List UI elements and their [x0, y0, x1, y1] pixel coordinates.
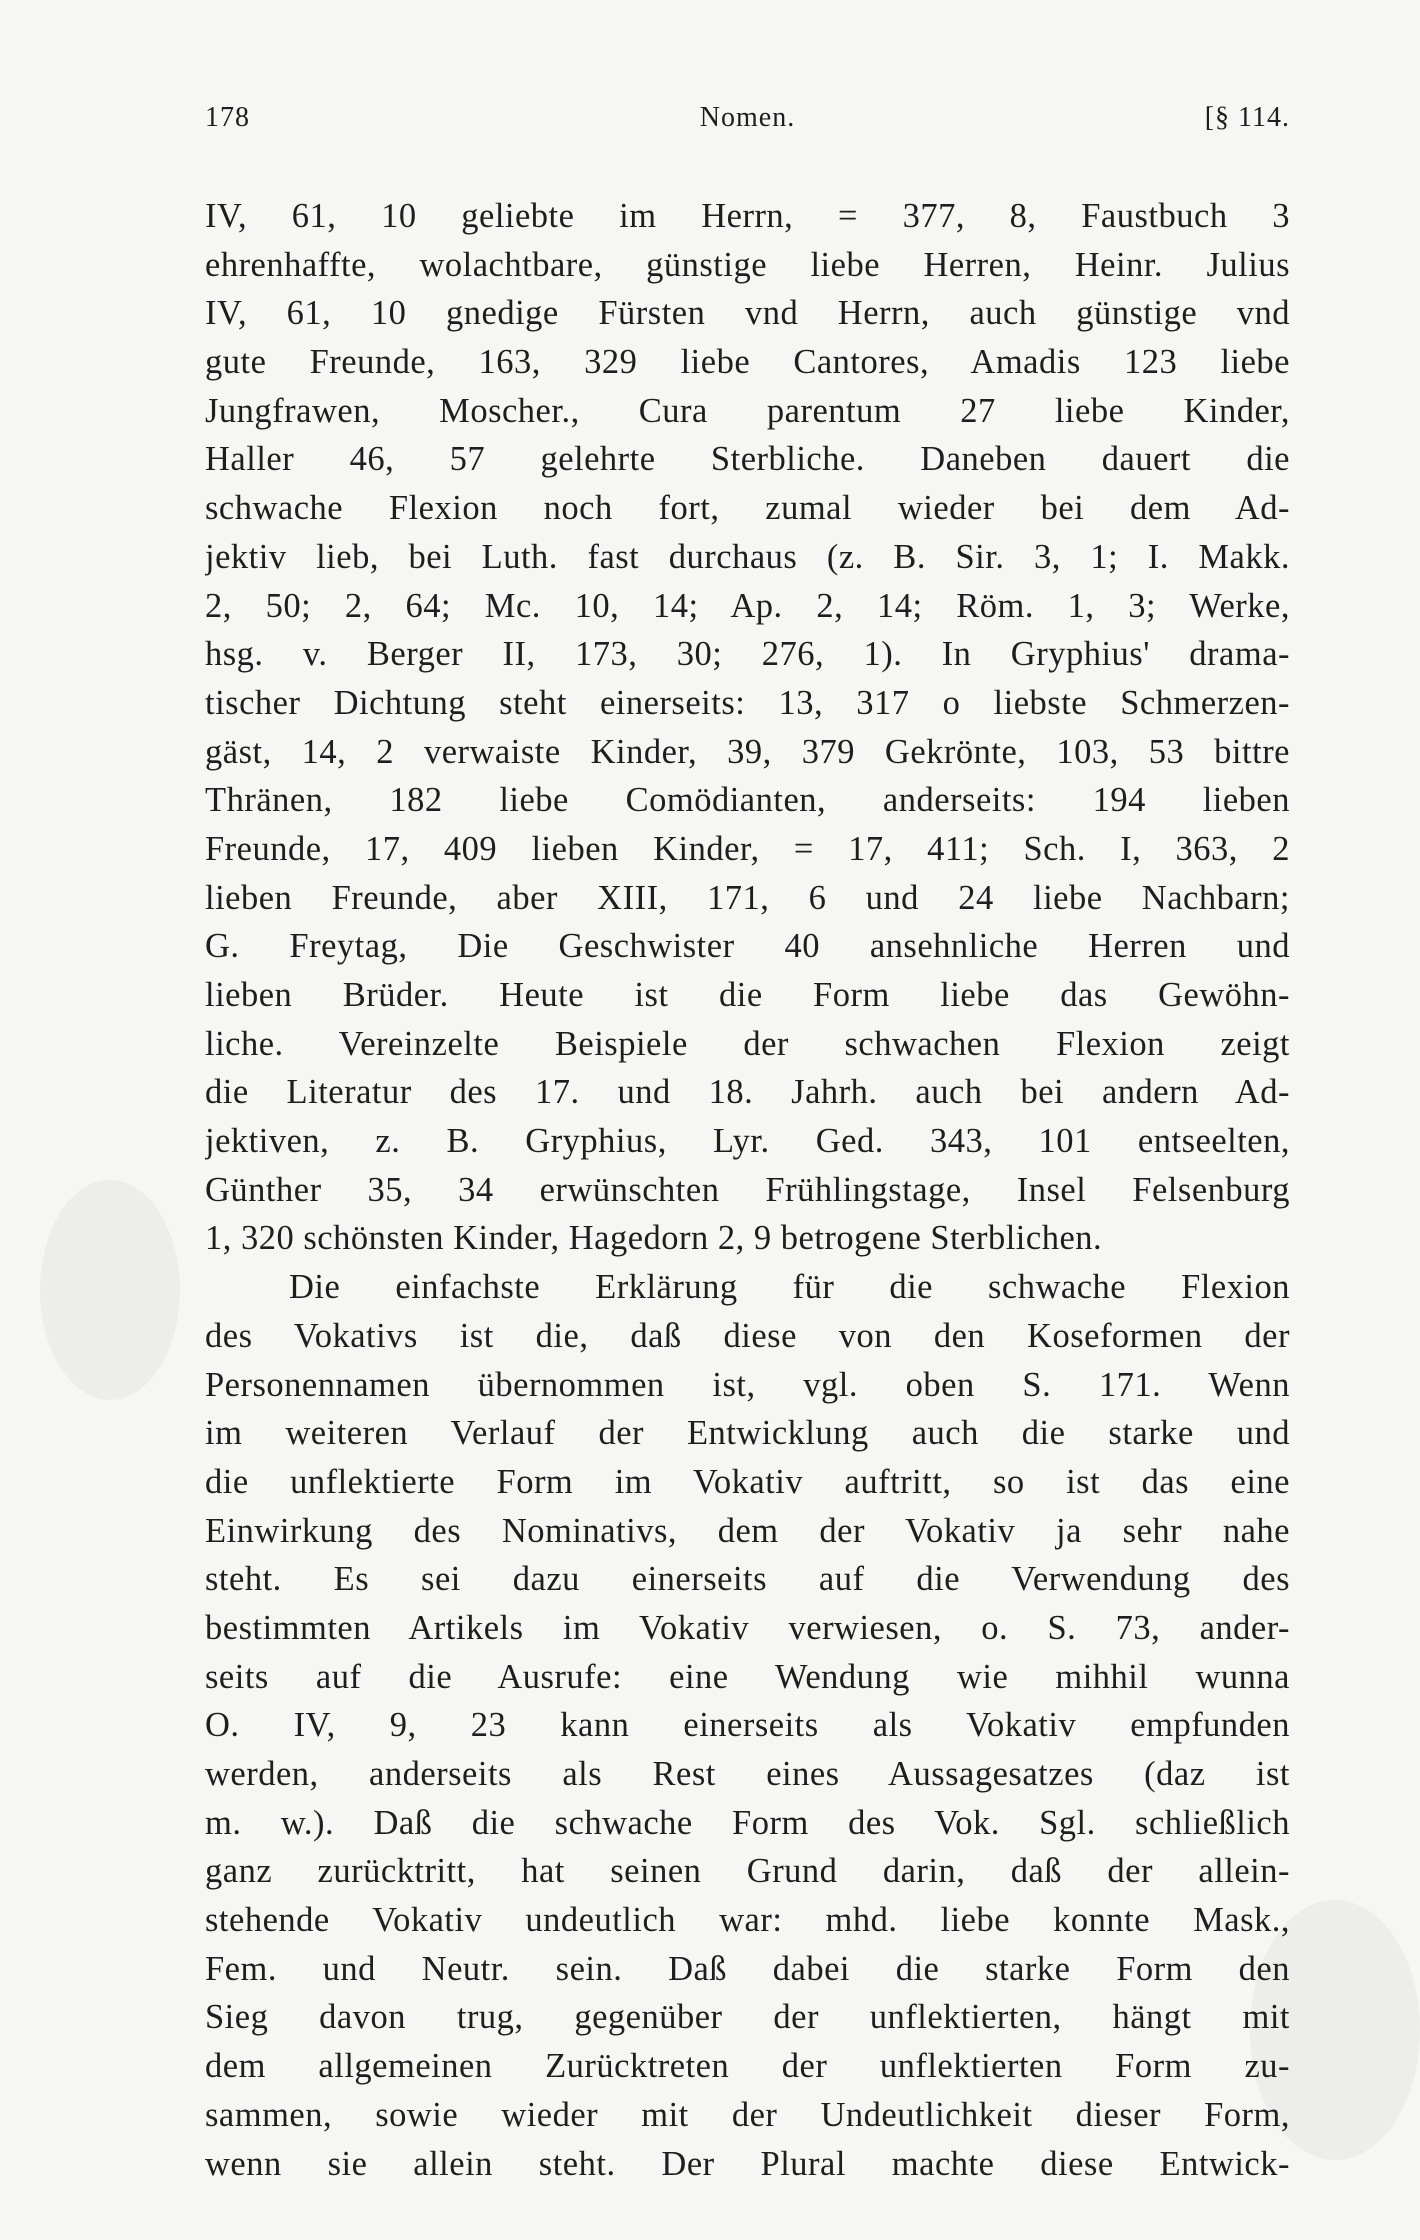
text-line: O. IV, 9, 23 kann einerseits als Vokativ empfunden: [205, 1706, 1290, 1745]
text-line: des Vokativs ist die, daß diese von den Koseformen der: [205, 1316, 1290, 1355]
text-line: Fem. und Neutr. sein. Daß dabei die starke Form den: [205, 1949, 1290, 1988]
text-line: hsg. v. Berger II, 173, 30; 276, 1). In Gryphius' drama-: [205, 635, 1290, 674]
text-line: werden, anderseits als Rest eines Aussagesatzes (daz ist: [205, 1755, 1290, 1793]
text-line: gute Freunde, 163, 329 liebe Cantores, Amadis 123 liebe: [205, 343, 1290, 382]
body-text: [205, 192, 1290, 2188]
text-line: tischer Dichtung steht einerseits: 13, 317 o liebste Schmerzen-: [205, 683, 1290, 722]
text-line: Jungfrawen, Moscher., Cura parentum 27 liebe Kinder,: [205, 391, 1290, 430]
text-line: 2, 50; 2, 64; Mc. 10, 14; Ap. 2, 14; Röm. 1, 3; Werke,: [205, 586, 1290, 625]
text-line: stehende Vokativ undeutlich war: mhd. liebe konnte Mask.,: [205, 1901, 1290, 1940]
text-line: steht. Es sei dazu einerseits auf die Verwendung des: [205, 1560, 1290, 1599]
text-line: Günther 35, 34 erwünschten Frühlingstage, Insel Felsenburg: [205, 1170, 1290, 1209]
text-line: Sieg davon trug, gegenüber der unflektierten, hängt mit: [205, 1998, 1290, 2037]
text-line: im weiteren Verlauf der Entwicklung auch die starke und: [205, 1414, 1290, 1453]
text-line: Freunde, 17, 409 lieben Kinder, = 17, 411; Sch. I, 363, 2: [205, 829, 1290, 868]
text-line: dem allgemeinen Zurücktreten der unflektierten Form zu-: [205, 2047, 1290, 2086]
text-line: jektiv lieb, bei Luth. fast durchaus (z. B. Sir. 3, 1; I. Makk.: [205, 537, 1290, 576]
text-line: lieben Brüder. Heute ist die Form liebe das Gewöhn-: [205, 976, 1290, 1014]
text-line: liche. Vereinzelte Beispiele der schwachen Flexion zeigt: [205, 1024, 1290, 1063]
text-line: Thränen, 182 liebe Comödianten, anderseits: 194 lieben: [205, 781, 1290, 820]
text-line: Personennamen übernommen ist, vgl. oben S. 171. Wenn: [205, 1365, 1290, 1404]
text-line: ganz zurücktritt, hat seinen Grund darin, daß der allein-: [205, 1852, 1290, 1891]
running-title: Nomen.: [699, 102, 796, 133]
text-line: bestimmten Artikels im Vokativ verwiesen, o. S. 73, ander-: [205, 1608, 1290, 1647]
text-line: IV, 61, 10 geliebte im Herrn, = 377, 8, Faustbuch 3: [205, 197, 1290, 235]
page-number: 178: [205, 102, 250, 133]
text-line: m. w.). Daß die schwache Form des Vok. Sgl. schließlich: [205, 1803, 1290, 1842]
paper-stain: [40, 1180, 180, 1400]
text-line: die Literatur des 17. und 18. Jahrh. auch bei andern Ad-: [205, 1073, 1290, 1112]
text-line: G. Freytag, Die Geschwister 40 ansehnliche Herren und: [205, 927, 1290, 966]
text-line: schwache Flexion noch fort, zumal wieder bei dem Ad-: [205, 489, 1290, 528]
section-marker: [§ 114.: [1204, 102, 1290, 133]
text-line: seits auf die Ausrufe: eine Wendung wie mihhil wunna: [205, 1657, 1290, 1696]
paragraph-first-line: Die einfachste Erklärung für die schwache Flexion: [289, 1268, 1290, 1307]
text-line: die unflektierte Form im Vokativ auftritt, so ist das eine: [205, 1462, 1290, 1501]
text-line: sammen, sowie wieder mit der Undeutlichkeit dieser Form,: [205, 2095, 1290, 2134]
text-line: jektiven, z. B. Gryphius, Lyr. Ged. 343, 101 entseelten,: [205, 1122, 1290, 1161]
running-header: [205, 102, 1290, 142]
text-line: gäst, 14, 2 verwaiste Kinder, 39, 379 Gekrönte, 103, 53 bittre: [205, 732, 1290, 771]
text-line: Haller 46, 57 gelehrte Sterbliche. Daneben dauert die: [205, 440, 1290, 479]
text-line: 1, 320 schönsten Kinder, Hagedorn 2, 9 betrogene Sterblichen.: [205, 1219, 1103, 1258]
text-line: ehrenhaffte, wolachtbare, günstige liebe Herren, Heinr. Julius: [205, 245, 1290, 284]
text-line: wenn sie allein steht. Der Plural machte diese Entwick-: [205, 2144, 1290, 2183]
text-line: IV, 61, 10 gnedige Fürsten vnd Herrn, auch günstige vnd: [205, 294, 1290, 333]
text-line: Einwirkung des Nominativs, dem der Vokativ ja sehr nahe: [205, 1511, 1290, 1550]
text-line: lieben Freunde, aber XIII, 171, 6 und 24 liebe Nachbarn;: [205, 878, 1290, 917]
